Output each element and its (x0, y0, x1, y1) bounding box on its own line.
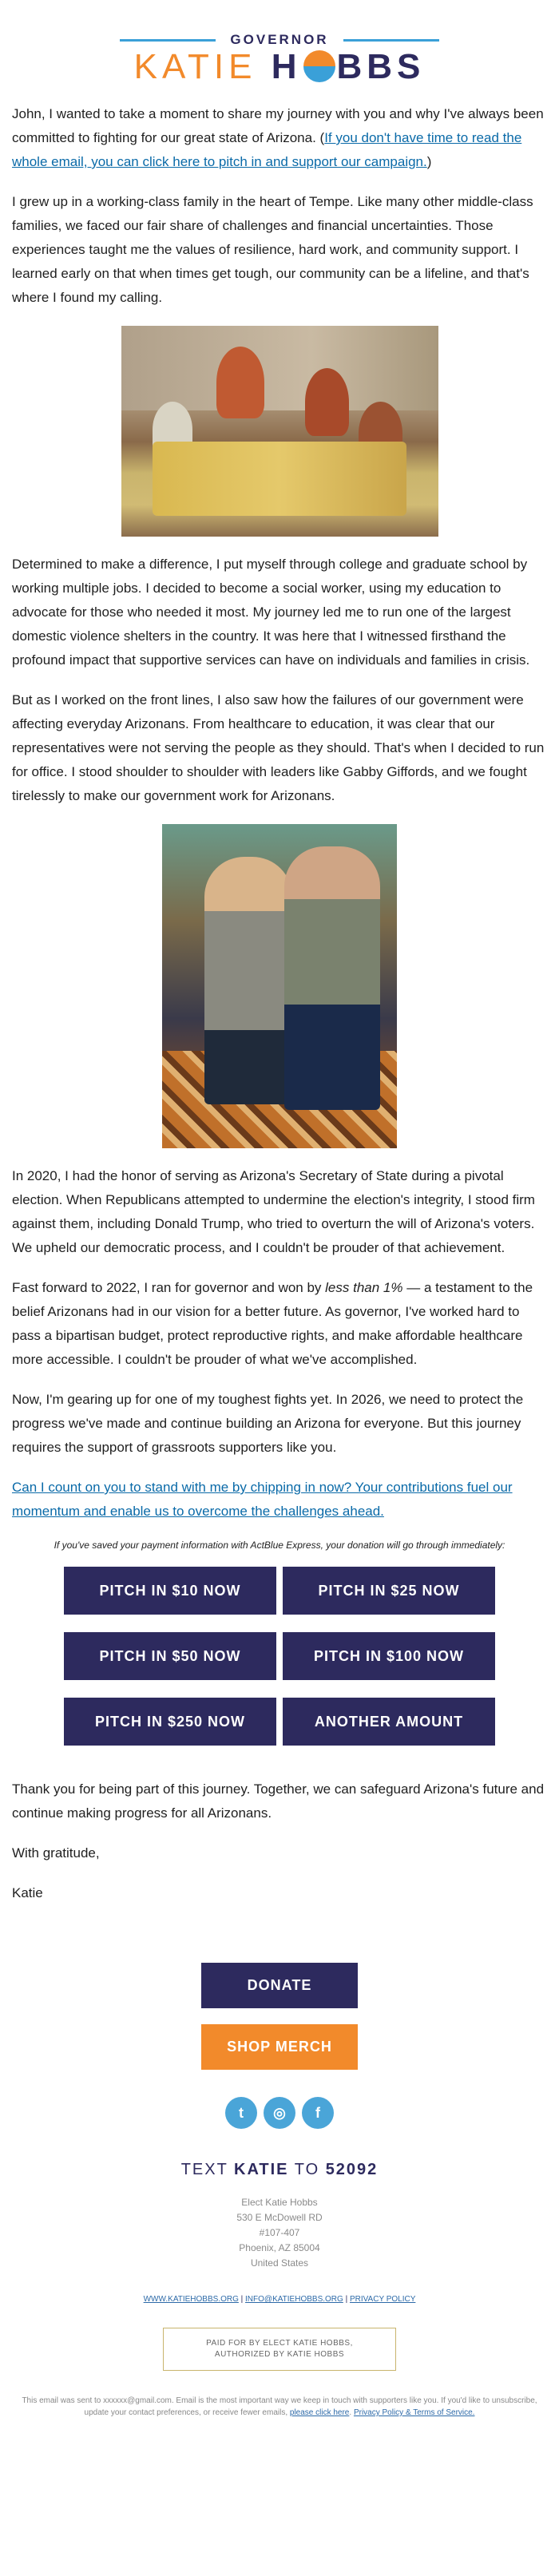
pitch-in-50-button[interactable]: PITCH IN $50 NOW (64, 1632, 276, 1680)
fine-print-mid: . (349, 2408, 354, 2417)
logo-last-name-end: BBS (336, 47, 426, 86)
logo-last-name (272, 47, 426, 86)
skip-to-donate-link[interactable]: If you don't have time to read the whole email, you can click here to pitch in and support our campaign. (12, 130, 522, 169)
link-separator: | (343, 2295, 350, 2304)
paragraph-career: Determined to make a difference, I put myself through college and graduate school by working multiple jobs. I decided to become a social worker, using my education to advocate for those who needed it most. My journey led me to run one of the largest domestic violence shelters in the country. It was here that I witnessed firsthand the profound impact that supportive services can have on individuals and families in crisis. (12, 557, 530, 668)
closing-paragraph: Thank you for being part of this journey. Together, we can safeguard Arizona's future and continue making progress for all Arizonans. (12, 1781, 545, 1821)
logo-sun-icon (303, 50, 335, 82)
instagram-icon[interactable]: ◎ (264, 2097, 295, 2129)
cta-paragraph (12, 1476, 547, 1524)
logo-first-name: KATIE (133, 47, 257, 86)
shop-merch-button[interactable]: SHOP MERCH (201, 2024, 358, 2070)
paid-for-line: PAID FOR BY ELECT KATIE HOBBS, (206, 2339, 353, 2348)
family-photo (121, 326, 438, 537)
text-number: 52092 (325, 2161, 379, 2178)
paragraph-office: But as I worked on the front lines, I also saw how the failures of our government were affecting everyday Arizonans. From healthcare to education, it was clear that our representatives were not serving the people as they should. That's when I decided to run for office. I stood shoulder to shoulder with leaders like Gabby Giffords, and we fought tirelessly to make our government work for Arizonans. (12, 692, 545, 803)
authorized-by-line: AUTHORIZED BY KATIE HOBBS (214, 2350, 345, 2359)
mailing-address (0, 2195, 559, 2271)
paragraph-childhood: I grew up in a working-class family in the heart of Tempe. Like many other middle-class families, we faced our fair share of challenges and financial uncertainties. Those experiences taught me the values of resilience, hard work, and community support. I learned early on that when times get tough, our community can be a lifeline, and that's where I found my calling. (12, 194, 533, 305)
p5-pre: Fast forward to 2022, I ran for governor and won by (12, 1280, 326, 1295)
address-line: United States (250, 2257, 309, 2269)
donate-button[interactable]: DONATE (201, 1963, 358, 2008)
p5-post: — a testament to the belief Arizonans had in our vision for a better future. As governor, I've worked hard to pass a bipartisan budget, protect reproductive rights, and make affordable healthcare more accessible. I couldn't be prouder of what we've accomplished. (12, 1280, 533, 1367)
privacy-terms-link[interactable]: Privacy Policy & Terms of Service. (353, 2408, 475, 2417)
footer-links (0, 2295, 559, 2304)
text-pre: TEXT (180, 2161, 234, 2178)
paragraph-2022 (12, 1276, 547, 1372)
pitch-in-10-button[interactable]: PITCH IN $10 NOW (64, 1567, 276, 1615)
header (0, 0, 559, 102)
email-link[interactable]: INFO@KATIEHOBBS.ORG (245, 2295, 343, 2304)
fine-print (12, 2395, 547, 2419)
logo-top (120, 32, 439, 48)
address-line: 530 E McDowell RD (236, 2212, 323, 2223)
another-amount-button[interactable]: ANOTHER AMOUNT (283, 1698, 495, 1746)
signature: Katie (12, 1885, 43, 1900)
paragraph-2020: In 2020, I had the honor of serving as Arizona's Secretary of State during a pivotal election. When Republicans attempted to undermine the election's integrity, I stood firm against them, including Donald Trump, who tried to overturn the will of Arizona's voters. We upheld our democratic process, and I couldn't be prouder of that achievement. (12, 1168, 535, 1255)
website-link[interactable]: WWW.KATIEHOBBS.ORG (143, 2295, 239, 2304)
address-line: Phoenix, AZ 85004 (239, 2242, 320, 2253)
photo-with-gabby-giffords (162, 824, 397, 1148)
facebook-icon[interactable]: f (302, 2097, 334, 2129)
privacy-policy-link[interactable]: PRIVACY POLICY (349, 2295, 416, 2304)
logo-governor-text: GOVERNOR (230, 32, 329, 47)
text-mid: TO (288, 2161, 326, 2178)
sign-off: With gratitude, (12, 1845, 100, 1861)
social-links (0, 2097, 559, 2129)
pitch-in-25-button[interactable]: PITCH IN $25 NOW (283, 1567, 495, 1615)
intro-close: ) (426, 154, 432, 169)
intro-paragraph (12, 102, 547, 174)
footer (0, 1963, 559, 2419)
logo (0, 48, 559, 86)
chip-in-link[interactable]: Can I count on you to stand with me by chipping in now? Your contributions fuel our momentum and enable us to overcome the challenges ahead. (12, 1480, 513, 1519)
p5-emphasis: less than 1% (325, 1280, 403, 1295)
address-line: #107-407 (259, 2227, 300, 2238)
logo-last-name-start: H (271, 47, 302, 86)
link-separator: | (238, 2295, 246, 2304)
text-to-donate (0, 2161, 559, 2179)
pitch-in-250-button[interactable]: PITCH IN $250 NOW (64, 1698, 276, 1746)
logo-divider-right (343, 39, 439, 42)
message (0, 102, 559, 1905)
pitch-in-100-button[interactable]: PITCH IN $100 NOW (283, 1632, 495, 1680)
paid-for-box (163, 2328, 396, 2371)
fine-print-text: This email was sent to xxxxxx@gmail.com. Email is the most important way we keep in touch with supporters like you. If you'd like to unsubscribe, update your contact preferences, or receive fewer emails, (22, 2396, 537, 2417)
intro-text: John, I wanted to take a moment to share my journey with you and why I've always been committed to fighting for our great state of Arizona. ( (12, 106, 544, 145)
actblue-disclaimer: If you've saved your payment information with ActBlue Express, your donation will go through immediately: (54, 1540, 505, 1551)
paragraph-2026: Now, I'm gearing up for one of my toughest fights yet. In 2026, we need to protect the progress we've made and continue building an Arizona for everyone. But this journey requires the support of grassroots supporters like you. (12, 1392, 524, 1455)
donation-buttons (64, 1567, 495, 1746)
twitter-icon[interactable]: t (225, 2097, 257, 2129)
unsubscribe-link[interactable]: please click here (289, 2408, 350, 2417)
text-keyword: KATIE (234, 2161, 289, 2178)
address-line: Elect Katie Hobbs (241, 2197, 318, 2208)
